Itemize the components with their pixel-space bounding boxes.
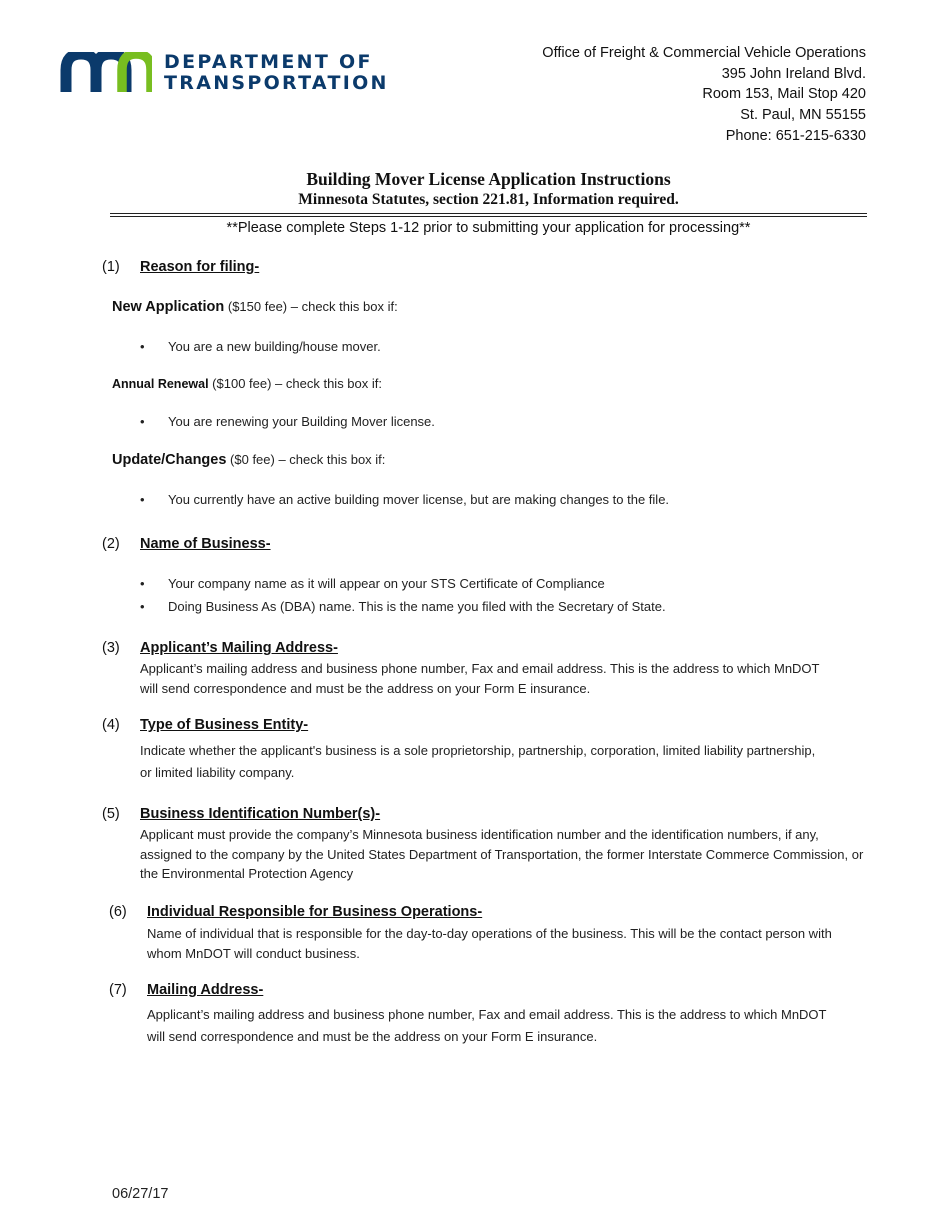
logo-line-2: TRANSPORTATION bbox=[164, 72, 389, 94]
section-7-text: Applicant’s mailing address and business phone number, Fax and email address. This is the address to which MnDOT will send correspondence and must be the address on your Form E insurance. bbox=[147, 1007, 827, 1044]
option-new-application-fee: ($150 fee) – check this box if: bbox=[227, 299, 398, 314]
bullet-text: You are renewing your Building Mover license. bbox=[168, 414, 435, 429]
bullet-text: Doing Business As (DBA) name. This is the name you filed with the Secretary of State. bbox=[168, 599, 666, 614]
mn-logo-mark-icon bbox=[60, 52, 152, 92]
list-item bbox=[140, 339, 381, 354]
section-7-number: (7) bbox=[109, 982, 127, 998]
option-new-application bbox=[112, 299, 398, 315]
section-4-text: Indicate whether the applicant's business is a sole proprietorship, partnership, corporation, limited liability partnership, or limited liability company. bbox=[140, 743, 816, 780]
section-4-number: (4) bbox=[102, 717, 120, 733]
list-item bbox=[140, 492, 669, 507]
section-5-heading: Business Identification Number(s)- bbox=[140, 806, 381, 822]
page-title: Building Mover License Application Instructions bbox=[306, 169, 671, 189]
instructions-notice: **Please complete Steps 1-12 prior to submitting your application for processing** bbox=[226, 220, 751, 236]
section-3-heading: Applicant’s Mailing Address- bbox=[140, 640, 338, 656]
option-update-changes-name: Update/Changes bbox=[112, 452, 227, 468]
section-1-heading: Reason for filing- bbox=[140, 259, 260, 275]
office-address bbox=[542, 43, 866, 147]
title-divider-bottom bbox=[110, 216, 867, 217]
option-annual-renewal bbox=[112, 376, 382, 391]
option-new-application-name: New Application bbox=[112, 299, 225, 315]
logo-wordmark bbox=[164, 52, 389, 94]
option-update-changes bbox=[112, 452, 385, 468]
bullet-icon: • bbox=[140, 414, 145, 429]
office-phone: Phone: 651-215-6330 bbox=[725, 127, 866, 144]
section-2-heading: Name of Business- bbox=[140, 536, 271, 552]
section-5-number: (5) bbox=[102, 806, 120, 822]
office-name: Office of Freight & Commercial Vehicle Operations bbox=[542, 45, 866, 61]
office-street: 395 John Ireland Blvd. bbox=[721, 65, 866, 82]
list-item bbox=[140, 414, 435, 429]
section-7-heading: Mailing Address- bbox=[147, 982, 264, 998]
bullet-icon: • bbox=[140, 599, 145, 614]
section-3-number: (3) bbox=[102, 640, 120, 656]
bullet-icon: • bbox=[140, 339, 145, 354]
option-update-changes-fee: ($0 fee) – check this box if: bbox=[230, 452, 386, 467]
section-6-text: Name of individual that is responsible for the day-to-day operations of the business. This will be the contact person with whom MnDOT will conduct business. bbox=[147, 926, 832, 961]
list-item bbox=[140, 576, 605, 591]
bullet-text: Your company name as it will appear on your STS Certificate of Compliance bbox=[168, 576, 605, 591]
office-city: St. Paul, MN 55155 bbox=[740, 107, 866, 124]
mndot-logo bbox=[60, 52, 400, 96]
section-1-number: (1) bbox=[102, 259, 120, 275]
revision-date: 06/27/17 bbox=[112, 1186, 169, 1202]
section-6-number: (6) bbox=[109, 904, 127, 920]
section-2-number: (2) bbox=[102, 536, 120, 552]
bullet-icon: • bbox=[140, 576, 145, 591]
section-3-text: Applicant’s mailing address and business phone number, Fax and email address. This is the address to which MnDOT will send correspondence and must be the address on your Form E insurance. bbox=[140, 661, 820, 696]
logo-line-1: DEPARTMENT OF bbox=[164, 51, 373, 73]
section-4-heading: Type of Business Entity- bbox=[140, 717, 309, 733]
bullet-icon: • bbox=[140, 492, 145, 507]
bullet-text: You currently have an active building mover license, but are making changes to the file. bbox=[168, 492, 670, 507]
bullet-text: You are a new building/house mover. bbox=[168, 339, 381, 354]
list-item bbox=[140, 599, 666, 614]
title-divider-top bbox=[110, 213, 867, 214]
office-room: Room 153, Mail Stop 420 bbox=[702, 86, 866, 103]
option-annual-renewal-fee: ($100 fee) – check this box if: bbox=[212, 376, 382, 391]
page-subtitle: Minnesota Statutes, section 221.81, Information required. bbox=[298, 191, 679, 208]
section-5-text: Applicant must provide the company’s Minnesota business identification number and the identification numbers, if any, assigned to the company by the United States Department of Transportation, the former Interstate Commerce Commission, or the Environmental Protection Agency bbox=[140, 827, 864, 881]
option-annual-renewal-name: Annual Renewal bbox=[112, 377, 209, 391]
section-6-heading: Individual Responsible for Business Operations- bbox=[147, 904, 483, 920]
